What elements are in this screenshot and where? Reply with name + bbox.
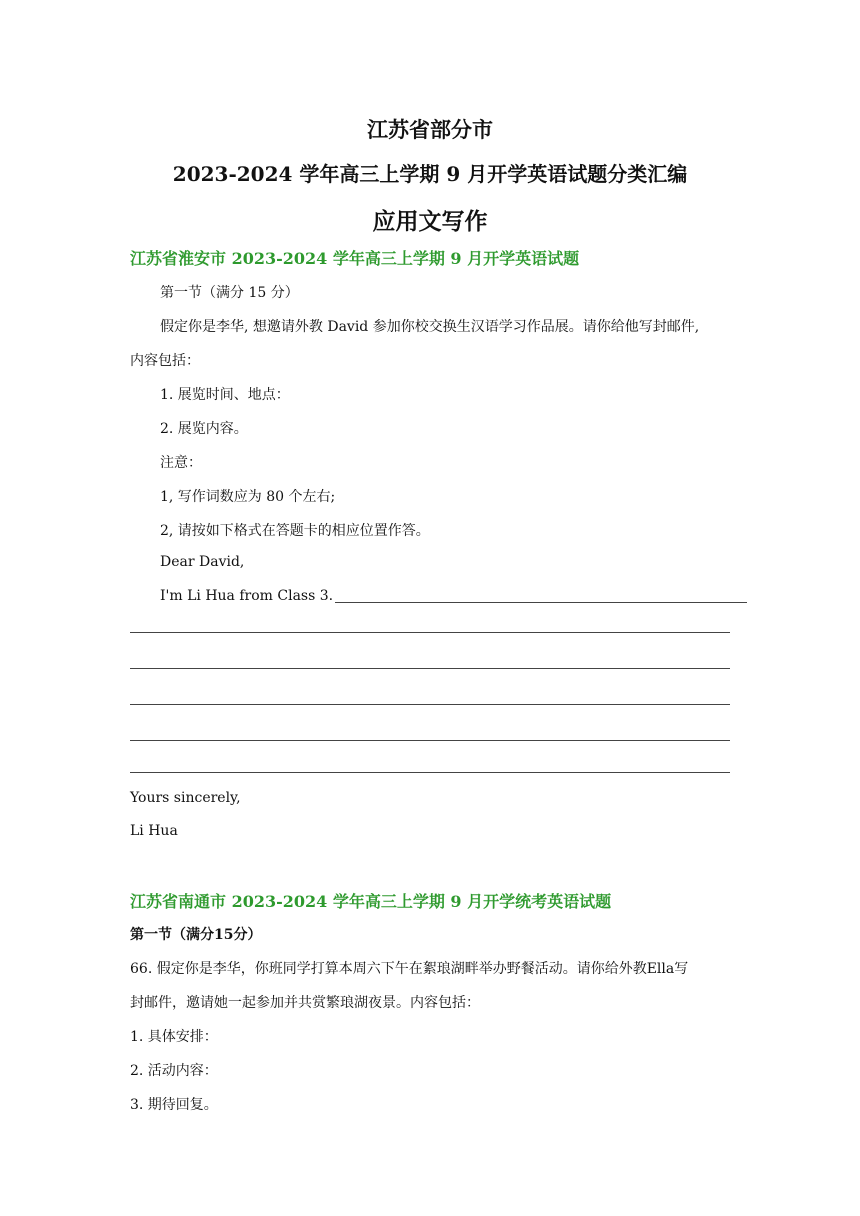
- section1-notes-label: 注意：: [160, 455, 202, 471]
- answer-line: [130, 704, 730, 705]
- letter-salutation: Dear David,: [160, 554, 245, 570]
- section1-prompt-line2: 内容包括：: [130, 353, 200, 369]
- answer-line: [130, 740, 730, 741]
- section2-part: 第一节（满分15分）: [130, 927, 262, 943]
- answer-line: [130, 632, 730, 633]
- answer-line-inline: [335, 602, 747, 603]
- section1-note-2: 2, 请按如下格式在答题卡的相应位置作答。: [160, 523, 430, 539]
- letter-signature: Li Hua: [130, 823, 178, 839]
- section1-item-1: 1. 展览时间、地点：: [160, 387, 290, 403]
- letter-closing: Yours sincerely,: [130, 790, 241, 806]
- answer-line: [130, 668, 730, 669]
- section2-heading: 江苏省南通市 2023-2024 学年高三上学期 9 月开学统考英语试题: [130, 892, 612, 911]
- section1-prompt-line1: 假定你是李华, 想邀请外教 David 参加你校交换生汉语学习作品展。请你给他写封邮件,: [160, 319, 700, 335]
- section2-prompt-line2: 封邮件，邀请她一起参加并共赏繁琅湖夜景。内容包括：: [130, 995, 480, 1011]
- section1-part: 第一节（满分 15 分）: [160, 285, 299, 301]
- title-line-2: 2023-2024 学年高三上学期 9 月开学英语试题分类汇编: [172, 162, 688, 186]
- title-line-3: 应用文写作: [372, 208, 488, 235]
- title-line-1: 江苏省部分市: [367, 117, 493, 142]
- section1-item-2: 2. 展览内容。: [160, 421, 248, 437]
- section2-prompt-line1: 66. 假定你是李华，你班同学打算本周六下午在絮琅湖畔举办野餐活动。请你给外教Ella写: [130, 961, 689, 977]
- letter-opening-line: [160, 588, 747, 604]
- section2-item-2: 2. 活动内容：: [130, 1063, 218, 1079]
- answer-line: [130, 772, 730, 773]
- section2-item-1: 1. 具体安排：: [130, 1029, 218, 1045]
- letter-opening-text: I'm Li Hua from Class 3.: [160, 588, 334, 604]
- section2-item-3: 3. 期待回复。: [130, 1097, 218, 1113]
- section1-note-1: 1, 写作词数应为 80 个左右;: [160, 489, 336, 505]
- section1-heading: 江苏省淮安市 2023-2024 学年高三上学期 9 月开学英语试题: [130, 249, 580, 268]
